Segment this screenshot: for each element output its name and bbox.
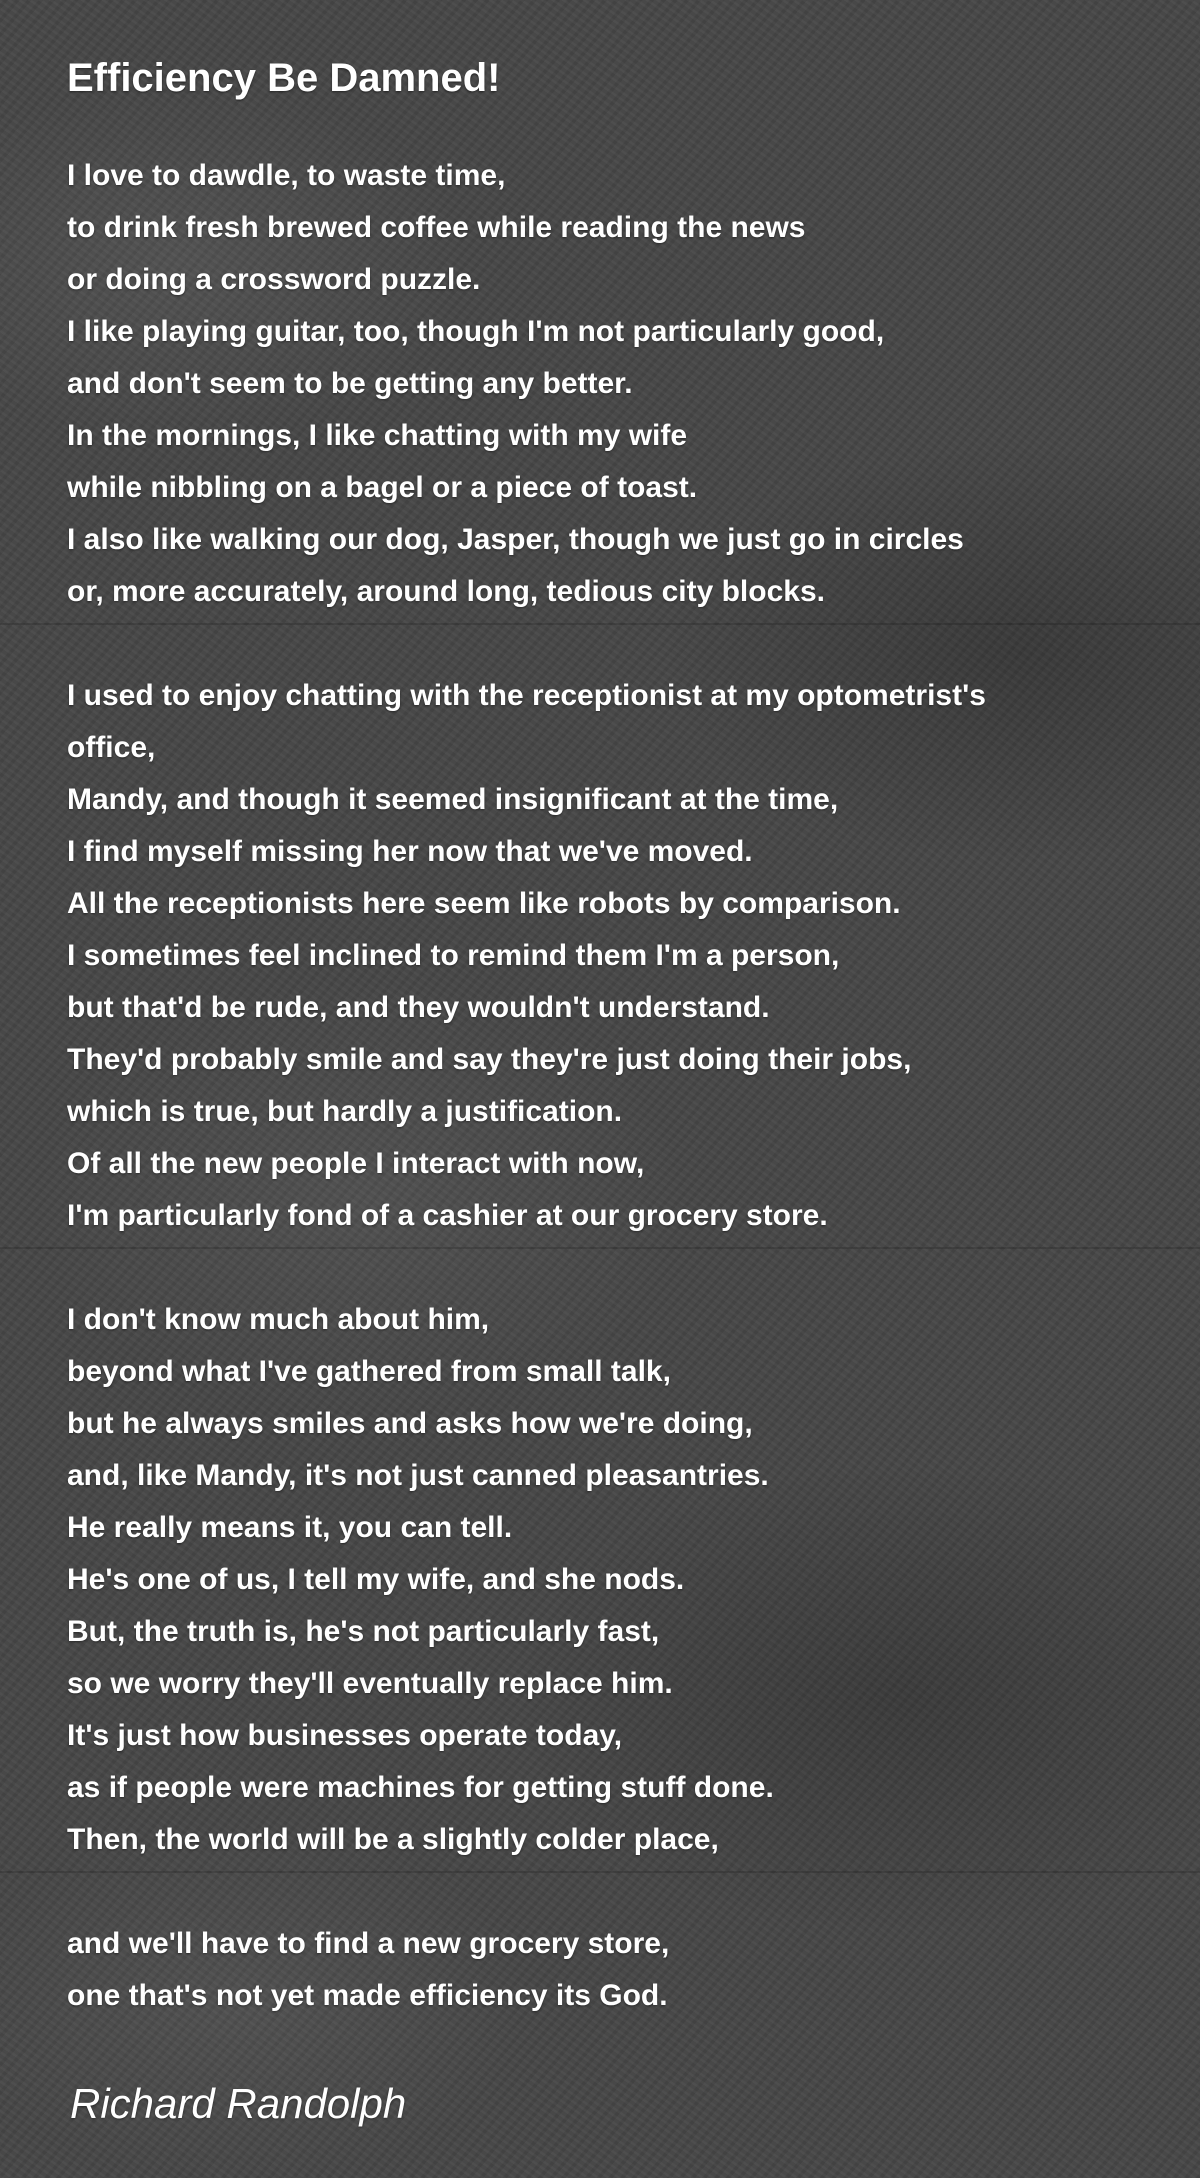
poem-line: I also like walking our dog, Jasper, though we just go in circles bbox=[67, 523, 964, 556]
poem-line: I love to dawdle, to waste time, bbox=[67, 159, 506, 192]
poem-line: I like playing guitar, too, though I'm not particularly good, bbox=[67, 315, 885, 348]
poem-line: Mandy, and though it seemed insignificant at the time, bbox=[67, 783, 839, 816]
poem-line: They'd probably smile and say they're just doing their jobs, bbox=[67, 1043, 912, 1076]
poem-line: Then, the world will be a slightly colder place, bbox=[67, 1823, 719, 1856]
poem-line: Of all the new people I interact with now, bbox=[67, 1147, 645, 1180]
poem-line: I sometimes feel inclined to remind them I'm a person, bbox=[67, 939, 840, 972]
poem-body bbox=[67, 150, 1157, 2074]
poem-line: In the mornings, I like chatting with my wife bbox=[67, 419, 688, 452]
poem-title: Efficiency Be Damned! bbox=[67, 56, 501, 100]
poem-line: But, the truth is, he's not particularly fast, bbox=[67, 1615, 660, 1648]
stanza-3 bbox=[67, 1294, 1157, 1866]
poem-line: or doing a crossword puzzle. bbox=[67, 263, 481, 296]
poem-line: I used to enjoy chatting with the receptionist at my optometrist's bbox=[67, 679, 986, 712]
poem-line: office, bbox=[67, 731, 156, 764]
poem-line: to drink fresh brewed coffee while reading the news bbox=[67, 211, 806, 244]
poem-line: All the receptionists here seem like robots by comparison. bbox=[67, 887, 901, 920]
poem-line: He really means it, you can tell. bbox=[67, 1511, 513, 1544]
stanza-2 bbox=[67, 670, 1157, 1242]
poem-author: Richard Randolph bbox=[70, 2080, 407, 2127]
poem-line: and don't seem to be getting any better. bbox=[67, 367, 633, 400]
poem-line: beyond what I've gathered from small talk, bbox=[67, 1355, 671, 1388]
poem-line: It's just how businesses operate today, bbox=[67, 1719, 623, 1752]
poem-line: while nibbling on a bagel or a piece of toast. bbox=[67, 471, 698, 504]
poem-line: which is true, but hardly a justification. bbox=[67, 1095, 623, 1128]
stanza-1 bbox=[67, 150, 1157, 618]
poem-line: but that'd be rude, and they wouldn't understand. bbox=[67, 991, 770, 1024]
poem-line: and, like Mandy, it's not just canned pleasantries. bbox=[67, 1459, 769, 1492]
poem-line: I don't know much about him, bbox=[67, 1303, 490, 1336]
poem-line: He's one of us, I tell my wife, and she nods. bbox=[67, 1563, 685, 1596]
poem-line: so we worry they'll eventually replace him. bbox=[67, 1667, 673, 1700]
poem-line: as if people were machines for getting stuff done. bbox=[67, 1771, 774, 1804]
poem-line: I find myself missing her now that we've moved. bbox=[67, 835, 753, 868]
poem-line: I'm particularly fond of a cashier at our grocery store. bbox=[67, 1199, 828, 1232]
poem-line: and we'll have to find a new grocery store, bbox=[67, 1927, 670, 1960]
stanza-4 bbox=[67, 1918, 1157, 2022]
poem-line: one that's not yet made efficiency its God. bbox=[67, 1979, 668, 2012]
poem-line: but he always smiles and asks how we're doing, bbox=[67, 1407, 753, 1440]
poem-line: or, more accurately, around long, tedious city blocks. bbox=[67, 575, 825, 608]
